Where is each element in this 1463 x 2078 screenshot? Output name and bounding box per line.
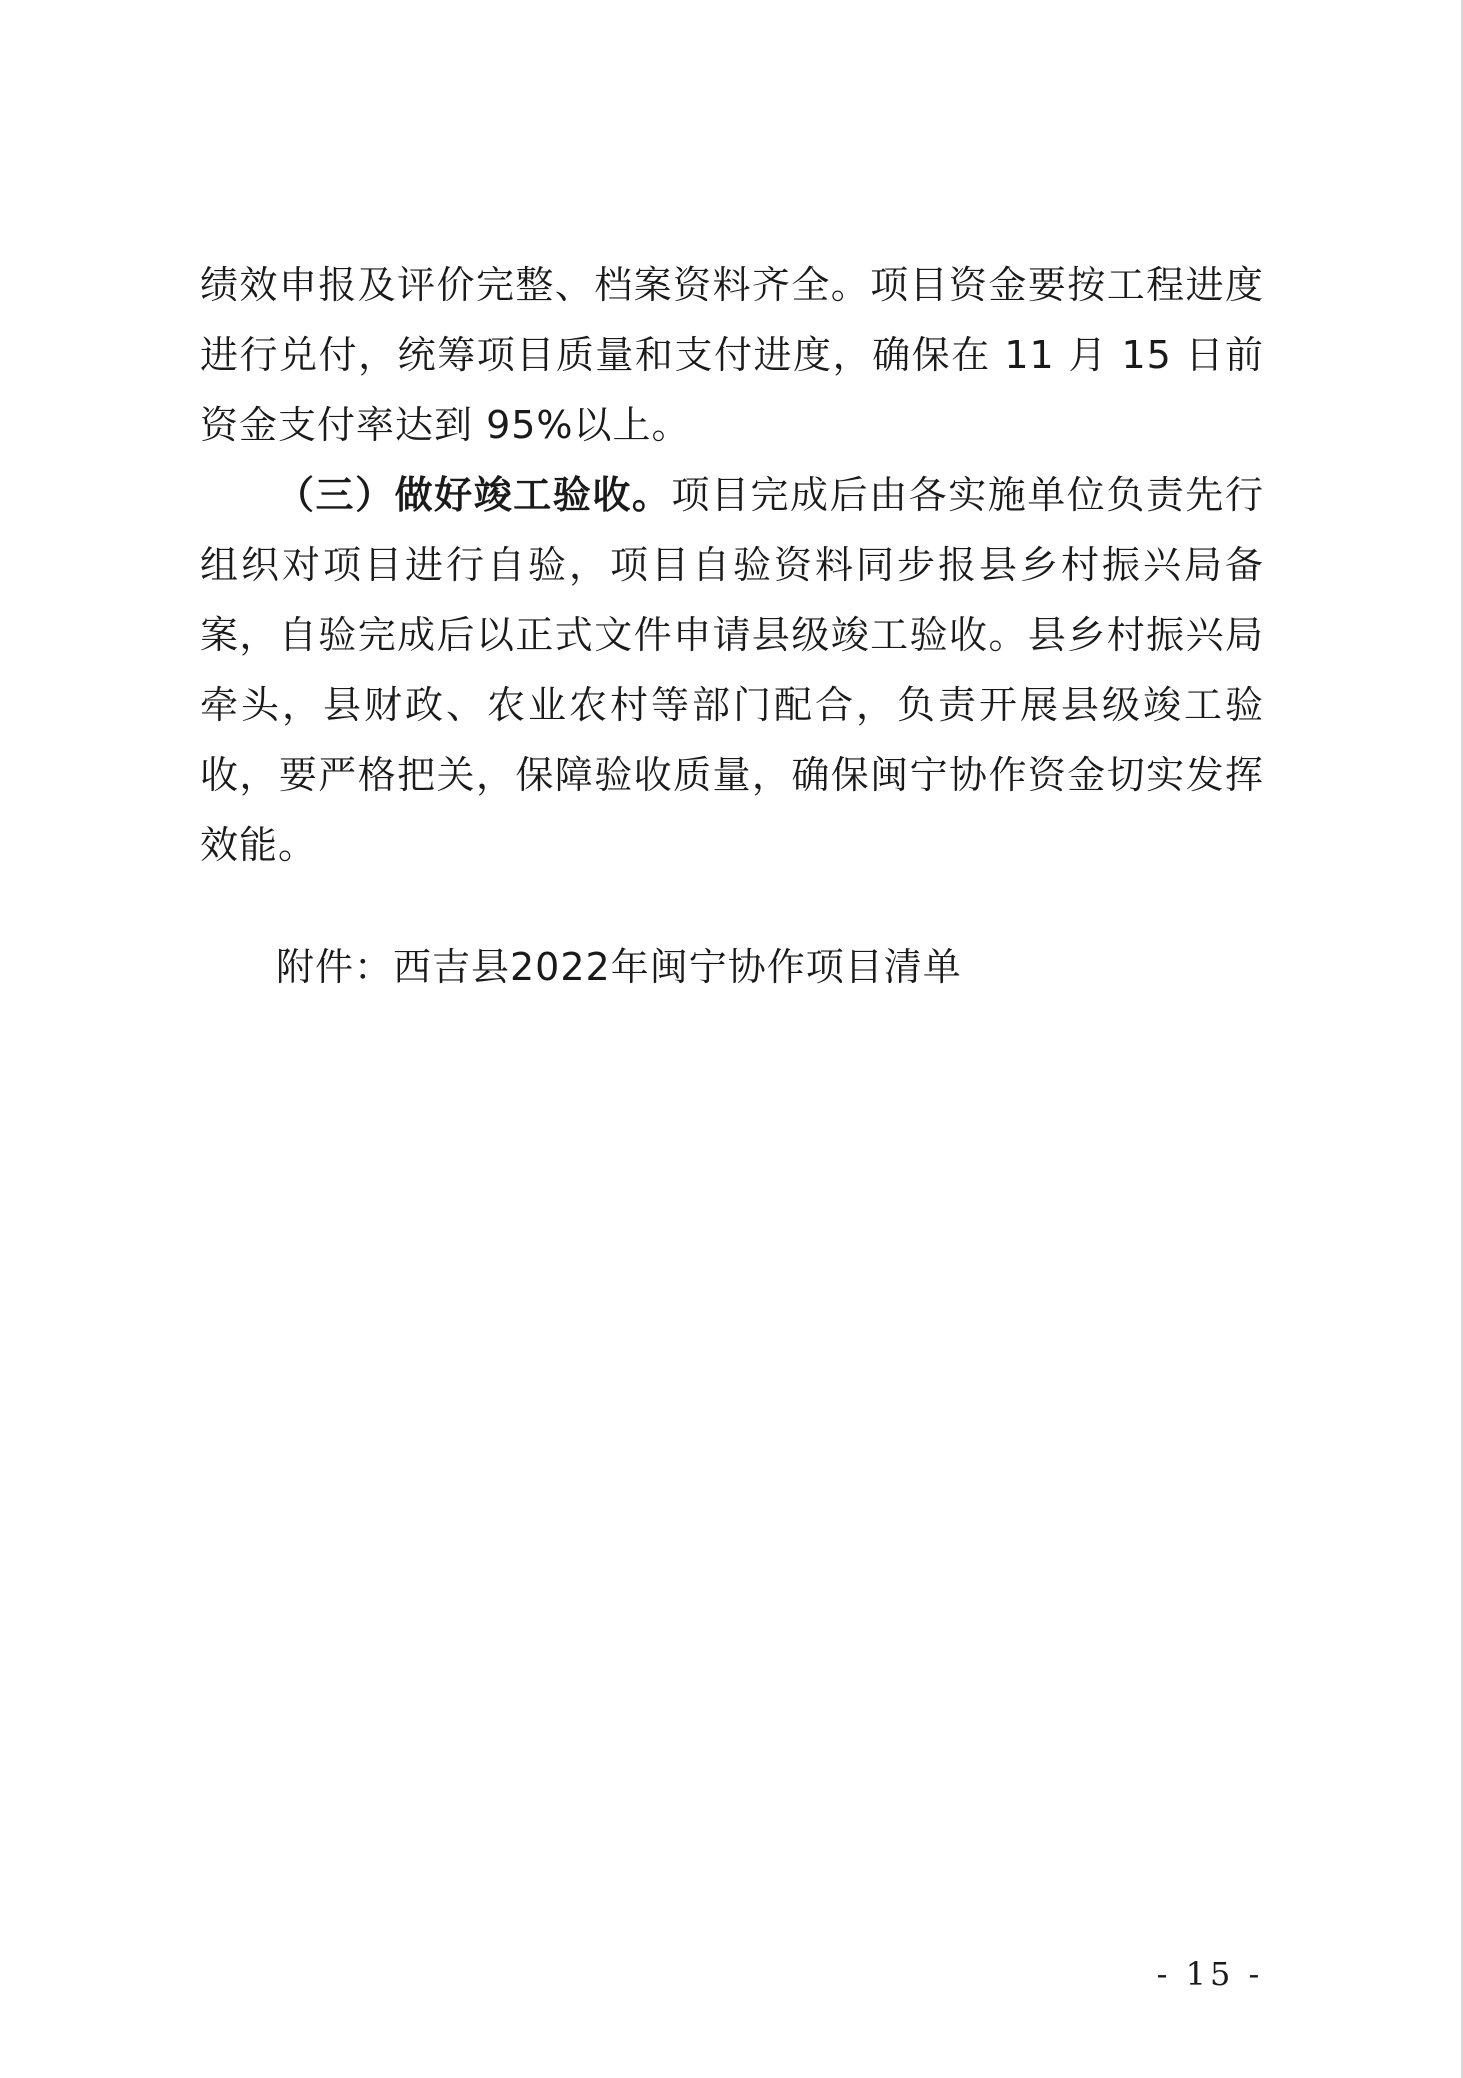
- paragraph-funds: 绩效申报及评价完整、档案资料齐全。项目资金要按工程进度进行兑付，统筹项目质量和支付进度，确保在 11 月 15 日前资金支付率达到 95%以上。: [200, 263, 1264, 447]
- section-body: 项目完成后由各实施单位负责先行组织对项目进行自验，项目自验资料同步报县乡村振兴局备案，自验完成后以正式文件申请县级竣工验收。县乡村振兴局牵头，县财政、农业农村等部门配合，负责开展县级竣工验收，要严格把关，保障验收质量，确保闽宁协作资金切实发挥效能。: [200, 473, 1264, 867]
- document-body: [200, 250, 1264, 1002]
- spacer: [200, 880, 1264, 932]
- paragraph-acceptance: [200, 460, 1264, 880]
- attachment-line: 附件：西吉县2022年闽宁协作项目清单: [276, 945, 962, 989]
- page-number: - 15 -: [1156, 1955, 1264, 1993]
- section-heading: （三）做好竣工验收。: [276, 473, 672, 517]
